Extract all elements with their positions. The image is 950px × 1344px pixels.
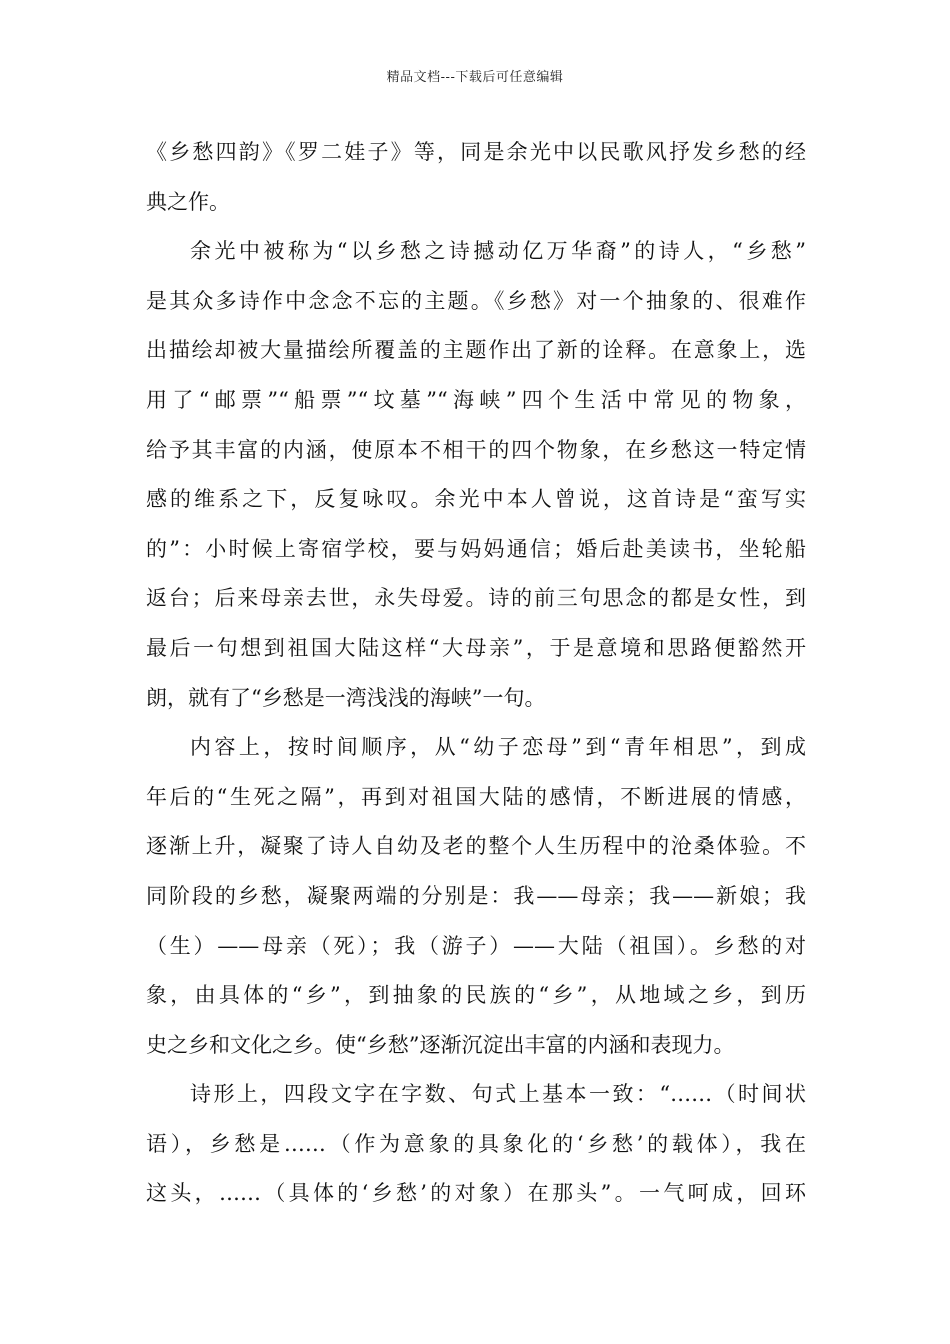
text-line: 象，由具体的“乡”，到抽象的民族的“乡”，从地域之乡，到历 — [146, 983, 806, 1008]
text-line: 最后一句想到祖国大陆这样“大母亲”，于是意境和思路便豁然开 — [146, 635, 806, 660]
text-line: 是其众多诗作中念念不忘的主题。《乡愁》对一个抽象的、很难作 — [146, 288, 806, 313]
page-header: 精品文档---下载后可任意编辑 — [386, 70, 564, 85]
text-line: 内容上，按时间顺序，从“幼子恋母”到“青年相思”，到成 — [190, 735, 806, 760]
text-line: 给予其丰富的内涵，使原本不相干的四个物象，在乡愁这一特定情 — [146, 437, 806, 462]
text-line: 返台；后来母亲去世，永失母爱。诗的前三句思念的都是女性，到 — [146, 586, 806, 611]
text-line: 典之作。 — [146, 189, 230, 214]
text-line: 用了“邮票”“船票”“坟墓”“海峡”四个生活中常见的物象， — [146, 387, 806, 412]
text-line: 出描绘却被大量描绘所覆盖的主题作出了新的诠释。在意象上，选 — [146, 338, 806, 363]
text-line: 诗形上，四段文字在字数、句式上基本一致：“……（时间状 — [190, 1082, 806, 1107]
text-line: （生）——母亲（死）；我（游子）——大陆（祖国）。乡愁的对 — [146, 933, 806, 958]
text-line: 《乡愁四韵》《罗二娃子》等，同是余光中以民歌风抒发乡愁的经 — [146, 140, 806, 164]
text-line: 年后的“生死之隔”，再到对祖国大陆的感情，不断进展的情感， — [146, 784, 806, 809]
text-line: 的”：小时候上寄宿学校，要与妈妈通信；婚后赴美读书，坐轮船 — [146, 536, 806, 561]
text-line: 感的维系之下，反复咏叹。余光中本人曾说，这首诗是“蛮写实 — [146, 487, 806, 512]
text-line: 余光中被称为“以乡愁之诗撼动亿万华裔”的诗人，“乡愁” — [190, 239, 806, 264]
text-line: 朗，就有了“乡愁是一湾浅浅的海峡”一句。 — [146, 685, 546, 710]
text-line: 逐渐上升，凝聚了诗人自幼及老的整个人生历程中的沧桑体验。不 — [146, 834, 806, 859]
document-body — [146, 128, 806, 1219]
text-line: 语），乡愁是……（作为意象的具象化的‘乡愁’的载体），我在 — [146, 1131, 806, 1156]
text-line: 史之乡和文化之乡。使“乡愁”逐渐沉淀出丰富的内涵和表现力。 — [146, 1032, 735, 1057]
text-line: 这头，……（具体的‘乡愁’的对象）在那头”。一气呵成，回环 — [146, 1181, 806, 1206]
text-line: 同阶段的乡愁，凝聚两端的分别是：我——母亲；我——新娘；我 — [146, 883, 806, 908]
